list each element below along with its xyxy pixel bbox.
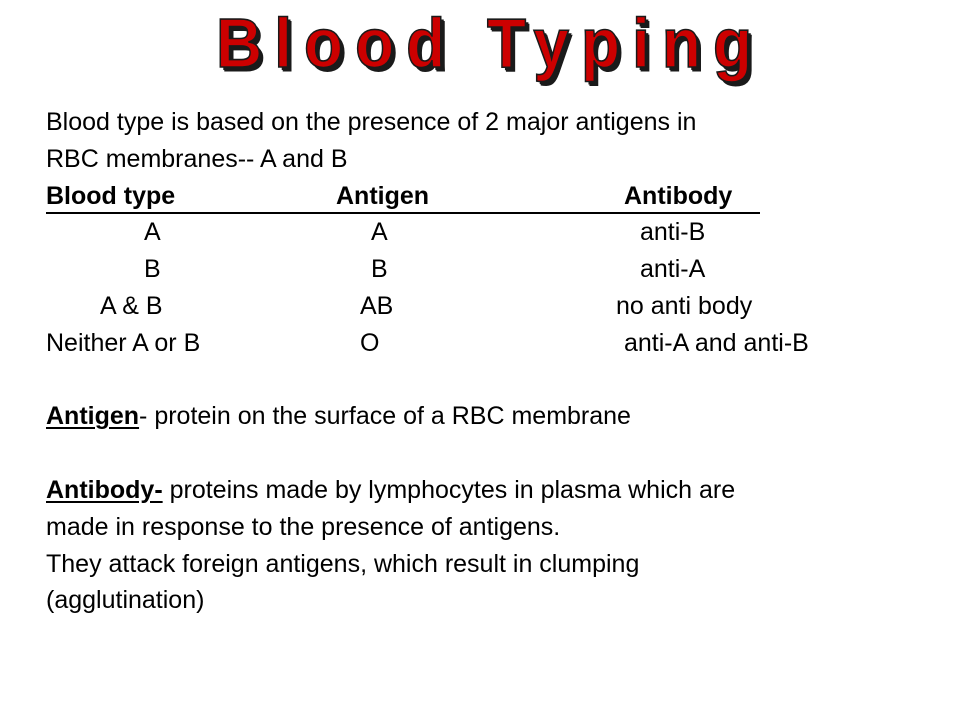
row-antigen: O <box>360 328 380 357</box>
row-blood-type: Neither A or B <box>46 328 201 357</box>
row-antibody: anti-A <box>640 255 706 284</box>
antibody-definition <box>46 472 946 509</box>
header-antibody: Antibody <box>624 181 733 210</box>
row-antibody: no anti body <box>616 291 753 320</box>
row-blood-type: B <box>144 255 161 284</box>
row-antigen: AB <box>360 291 394 320</box>
table-row <box>46 214 946 251</box>
table-row <box>46 251 946 288</box>
slide-body <box>46 104 946 619</box>
row-antibody: anti-B <box>640 218 706 247</box>
row-antigen: A <box>371 218 388 247</box>
antibody-text: proteins made by lymphocytes in plasma which are <box>162 475 736 504</box>
row-antigen: B <box>371 255 388 284</box>
header-antigen: Antigen <box>336 181 430 210</box>
spacer <box>46 435 946 472</box>
slide-title: Blood Typing <box>215 4 765 83</box>
table-header <box>46 178 946 215</box>
table-row <box>46 325 946 362</box>
intro-line-2: RBC membranes-- A and B <box>46 144 348 173</box>
antibody-term: Antibody- <box>46 475 163 504</box>
row-blood-type: A <box>144 218 161 247</box>
attack-line-1: They attack foreign antigens, which result in clumping <box>46 549 640 578</box>
row-blood-type: A & B <box>100 291 163 320</box>
header-blood-type: Blood type <box>46 181 176 210</box>
table-row <box>46 288 946 325</box>
attack-line-2: (agglutination) <box>46 586 205 615</box>
antibody-line-2: made in response to the presence of antigens. <box>46 512 561 541</box>
antigen-text: - protein on the surface of a RBC membrane <box>139 402 631 431</box>
antigen-term: Antigen <box>46 402 140 431</box>
intro-line-1: Blood type is based on the presence of 2 major antigens in <box>46 108 697 136</box>
spacer <box>46 362 946 399</box>
row-antibody: anti-A and anti-B <box>624 328 809 357</box>
antigen-definition <box>46 398 946 435</box>
